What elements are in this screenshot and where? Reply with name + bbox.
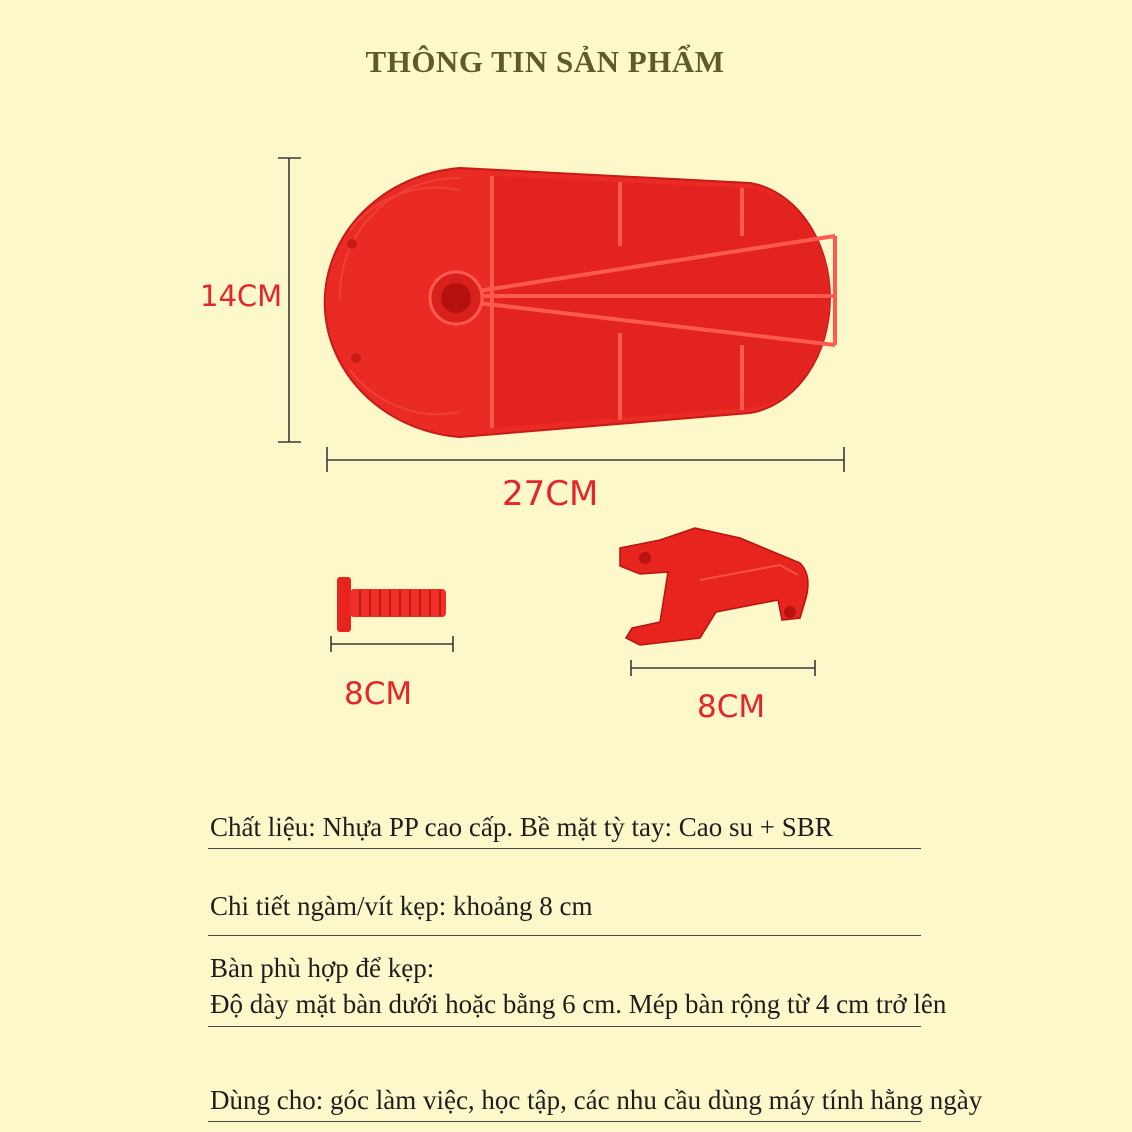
width-dimension-line: [327, 447, 844, 472]
width-label: 27CM: [502, 474, 599, 514]
divider: [208, 1026, 921, 1027]
armrest-plate-illustration: [325, 168, 835, 437]
divider: [208, 935, 921, 936]
table-fit-heading: Bàn phù hợp để kẹp:: [210, 953, 435, 983]
material-spec: Chất liệu: Nhựa PP cao cấp. Bề mặt tỳ tay: Cao su + SBR: [210, 812, 833, 842]
table-fit-detail: Độ dày mặt bàn dưới hoặc bằng 6 cm. Mép bàn rộng từ 4 cm trở lên: [210, 989, 947, 1019]
bolt-length-label: 8CM: [344, 676, 413, 712]
divider: [208, 848, 921, 849]
clamp-illustration: [620, 528, 808, 645]
bolt-illustration: [337, 577, 446, 632]
usage-spec: Dùng cho: góc làm việc, học tập, các nhu cầu dùng máy tính hằng ngày: [210, 1085, 983, 1115]
bolt-dimension-line: [331, 636, 453, 652]
clamp-dimension-line: [631, 660, 815, 676]
divider: [208, 1121, 921, 1122]
height-label: 14CM: [200, 279, 283, 313]
clamp-detail-spec: Chi tiết ngàm/vít kẹp: khoảng 8 cm: [210, 891, 593, 921]
page-title: THÔNG TIN SẢN PHẨM: [365, 44, 725, 79]
clamp-length-label: 8CM: [697, 689, 766, 725]
